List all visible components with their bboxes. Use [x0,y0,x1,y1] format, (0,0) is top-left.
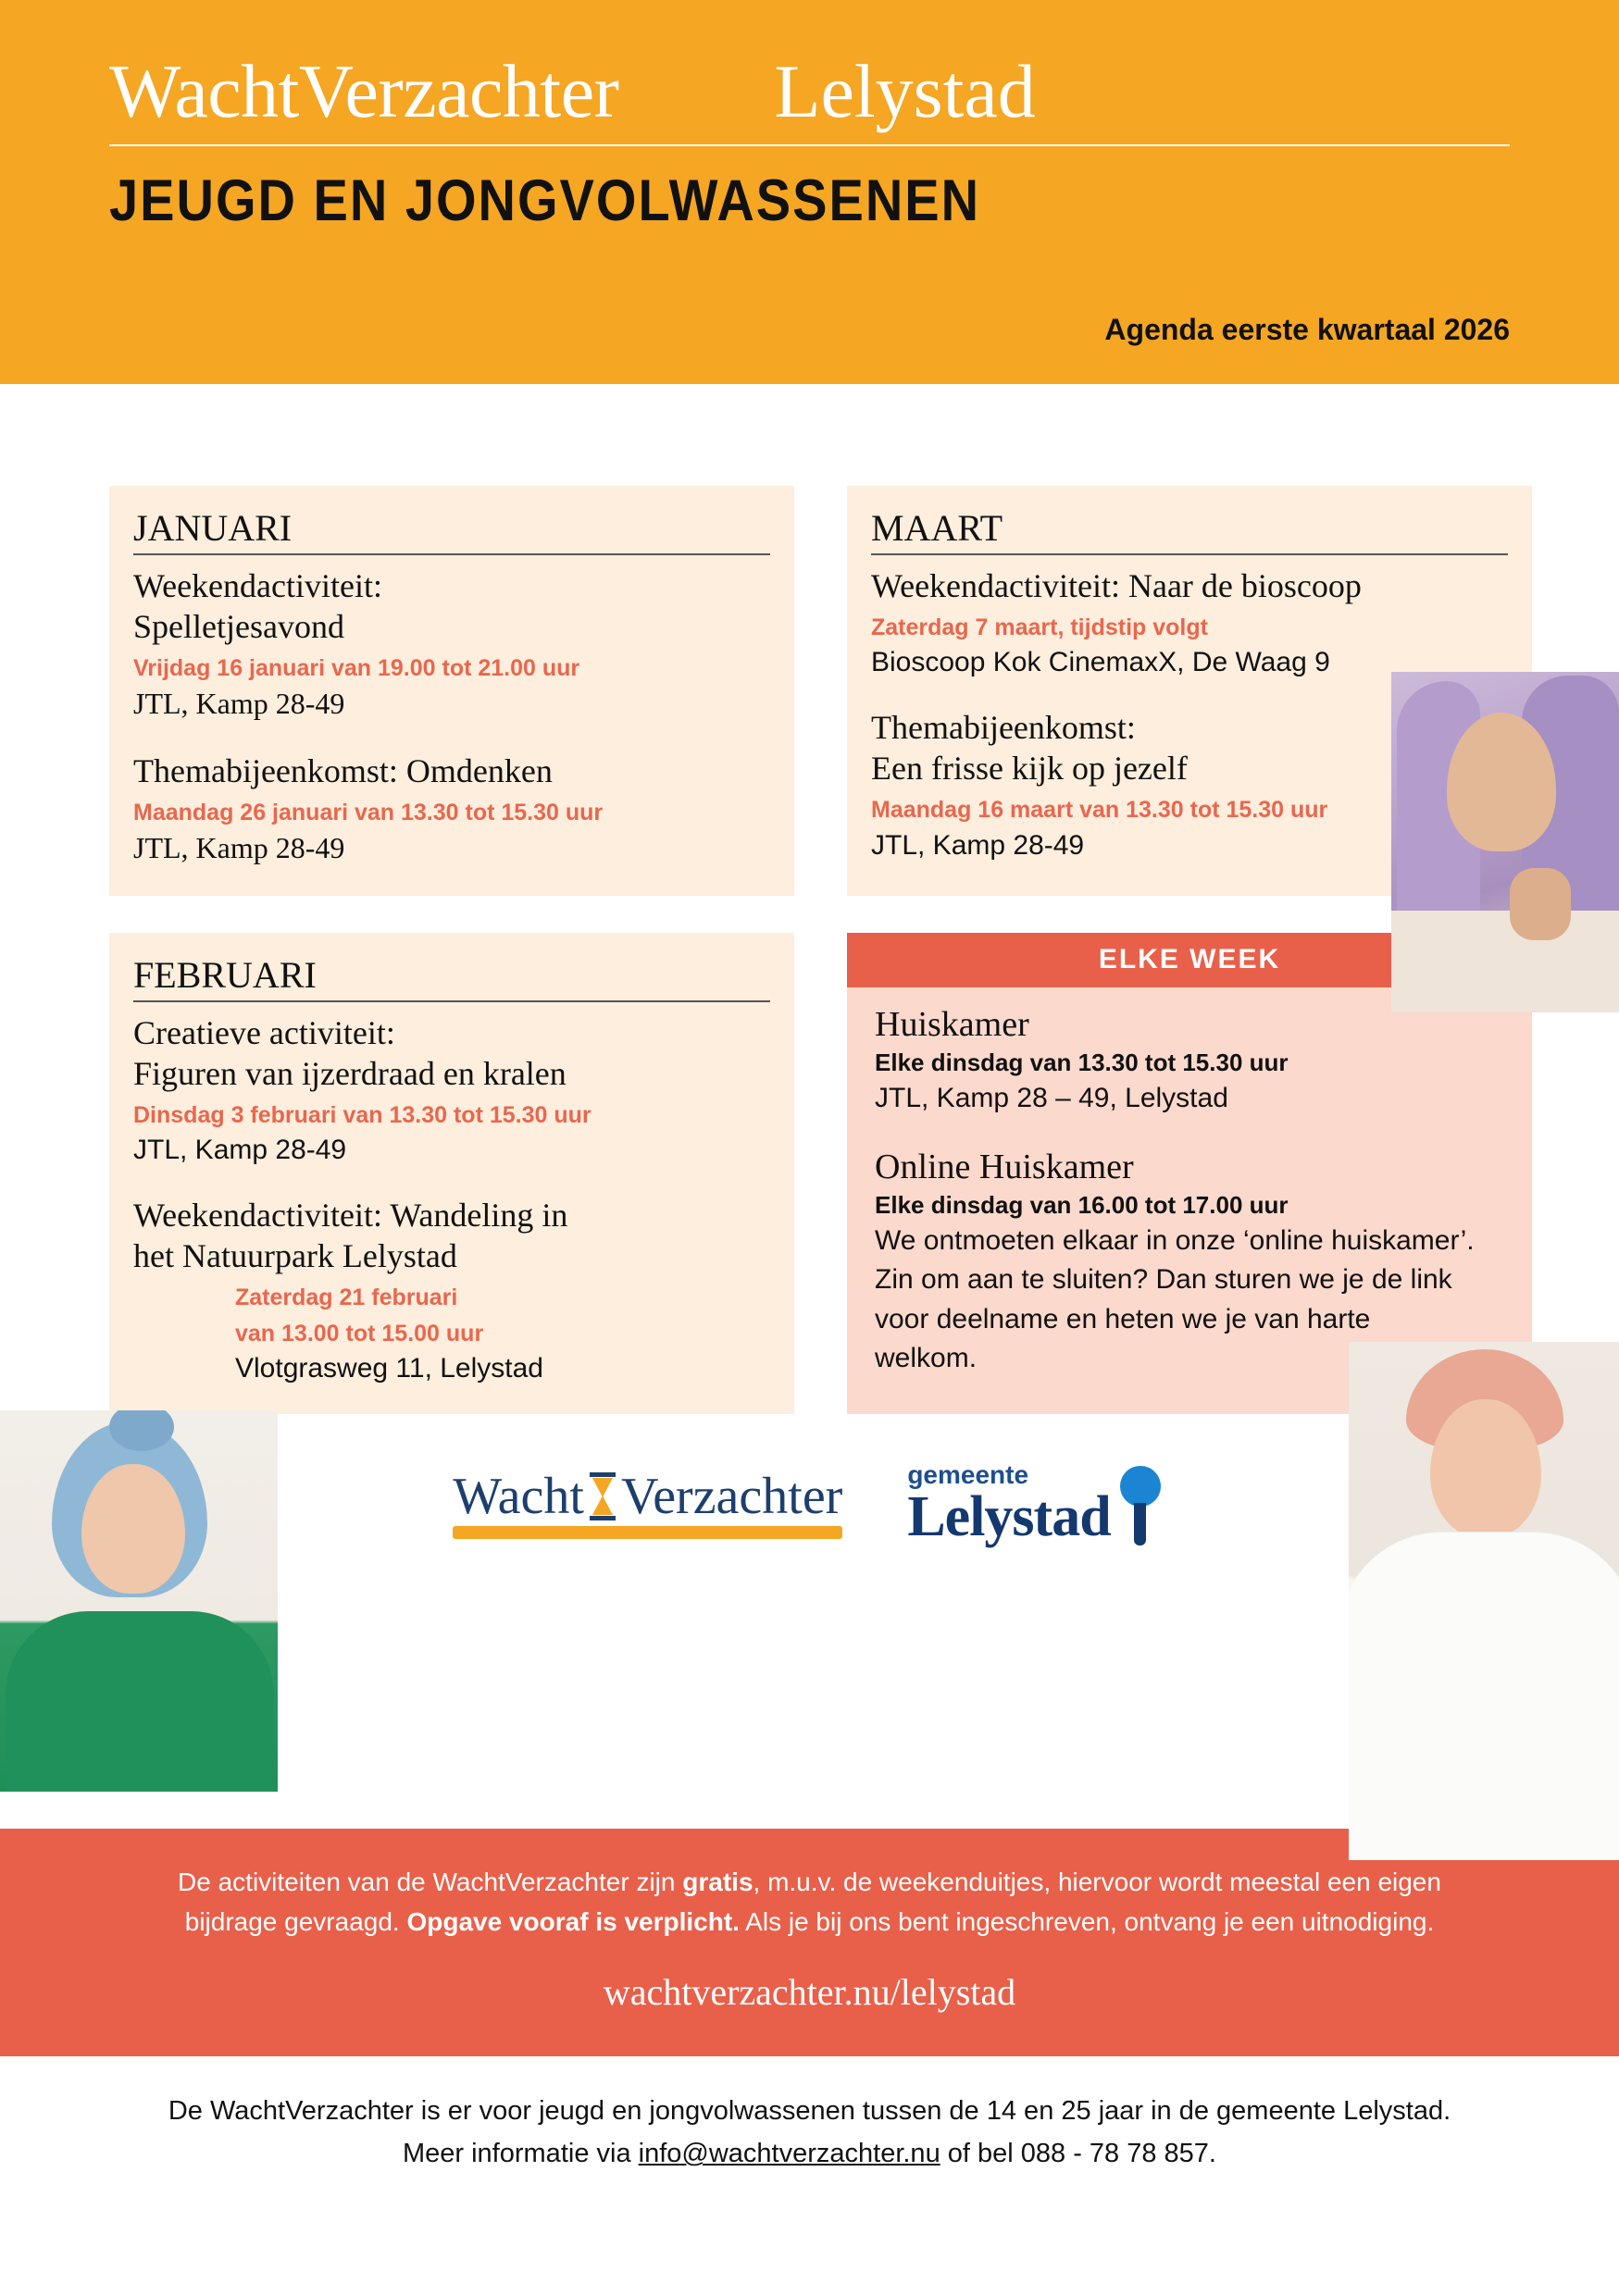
weekly-when: Elke dinsdag van 13.30 tot 15.30 uur [875,1048,1289,1076]
weekly-title: Huiskamer [875,1004,1029,1044]
weekly-header: ELKE WEEK [847,933,1532,987]
event-title-line2: Een frisse kijk op jezelf [871,750,1188,788]
event-location: JTL, Kamp 28-49 [871,829,1085,861]
header-subtitle: JEUGD EN JONGVOLWASSENEN [109,168,981,233]
agenda-grid [109,486,1510,1414]
gemeente-lelystad-logo [907,1460,1165,1549]
event-location: Bioscoop Kok CinemaxX, De Waag 9 [871,647,1330,678]
event-when: Zaterdag 7 maart, tijdstip volgt [871,614,1208,640]
event-title-line1: Themabijeenkomst: Omdenken [133,751,553,789]
month-card-januari [109,486,794,896]
event-location: JTL, Kamp 28-49 [133,1135,347,1166]
logo-verzachter-text: Verzachter [620,1468,843,1526]
page-header [0,0,1619,384]
banner-line-2 [111,1902,1508,1942]
weekly-title: Online Huiskamer [875,1147,1134,1186]
event-title-line2: Spelletjesavond [133,607,344,645]
event-item [871,566,1508,680]
banner-text-b1: bijdrage gevraagd. [184,1907,407,1937]
logo-row [109,1434,1510,1573]
photo-detail [1391,911,1619,1012]
banner-text-a1: De activiteiten van de WachtVerzachter zijn [178,1868,683,1896]
event-location: Vlotgrasweg 11, Lelystad [235,1353,543,1384]
footer-text-pre: Meer informatie via [402,2139,639,2169]
event-item [133,1196,770,1386]
banner-text-a-bold: gratis [682,1868,753,1896]
event-when: Vrijdag 16 januari van 19.00 tot 21.00 uur [133,654,580,681]
header-divider [109,144,1510,146]
info-banner [0,1829,1619,2056]
weekly-when: Elke dinsdag van 16.00 tot 17.00 uur [875,1190,1289,1219]
banner-text-a2: , m.u.v. de weekenduitjes, hiervoor wordt meestal een eigen [753,1868,1441,1896]
event-when-line2: van 13.00 tot 15.00 uur [235,1320,484,1347]
event-item [133,1013,770,1168]
banner-text-b2: Als je bij ons bent ingeschreven, ontvang je een uitnodiging. [739,1907,1435,1937]
photo-detail [1349,1532,1619,1860]
event-when-line1: Zaterdag 21 februari [235,1285,458,1311]
city-title: Lelystad [774,49,1036,133]
event-item [133,566,770,724]
month-heading-januari: JANUARI [133,506,770,555]
footer-line-2 [0,2132,1619,2175]
event-location: JTL, Kamp 28-49 [133,831,345,865]
month-card-februari [109,933,794,1414]
event-title-line1: Themabijeenkomst: [871,709,1136,747]
hourglass-icon [590,1472,616,1520]
gemeente-label: gemeente [907,1460,1029,1490]
header-titles [109,49,1510,133]
event-item [133,751,770,868]
wachtverzachter-logo [453,1467,842,1541]
event-when: Maandag 16 maart van 13.30 tot 15.30 uur [871,797,1328,824]
weekly-text: JTL, Kamp 28 – 49, Lelystad [875,1082,1228,1113]
logo-wacht-text: Wacht [453,1468,584,1526]
lelystad-label: Lelystad [907,1485,1111,1549]
event-location: JTL, Kamp 28-49 [133,687,345,721]
footer-text-post: of bel 088 - 78 78 857. [940,2139,1216,2169]
weekly-text: We ontmoeten elkaar in onze ‘online huiskamer’. Zin om aan te sluiten? Dan sturen we je de link voor deelname en heten we je van harte welkom. [875,1224,1475,1374]
photo-young-man-white-shirt [1349,1342,1619,1860]
photo-detail [6,1611,274,1792]
event-title-line1: Weekendactiviteit: [133,567,382,604]
logo-underline [453,1526,842,1539]
event-title-line1: Weekendactiviteit: Wandeling in [133,1197,568,1235]
banner-text-b-bold: Opgave vooraf is verplicht. [406,1907,740,1937]
map-pin-tail-icon [1134,1503,1146,1545]
photo-detail [1510,868,1571,940]
event-title-line2: Figuren van ijzerdraad en kralen [133,1054,567,1092]
page-footer [0,2090,1619,2176]
event-title-line2: het Natuurpark Lelystad [133,1237,457,1275]
month-heading-maart: MAART [871,506,1508,555]
agenda-label: Agenda eerste kwartaal 2026 [1104,313,1510,346]
event-when: Maandag 26 januari van 13.30 tot 15.30 uur [133,799,604,825]
map-pin-icon [1120,1466,1161,1507]
weekly-item [875,1004,1504,1119]
event-title-line1: Weekendactiviteit: Naar de bioscoop [871,567,1362,604]
event-title-line1: Creatieve activiteit: [133,1013,395,1051]
email-link[interactable]: info@wachtverzachter.nu [638,2139,940,2169]
month-heading-februari: FEBRUARI [133,953,770,1002]
event-when: Dinsdag 3 februari van 13.30 tot 15.30 uur [133,1101,592,1128]
photo-young-woman-hijab [1391,672,1619,1012]
banner-line-1 [111,1862,1508,1902]
brand-title: WachtVerzachter [109,49,619,133]
website-url[interactable]: wachtverzachter.nu/lelystad [603,1970,1016,2013]
footer-line-1: De WachtVerzachter is er voor jeugd en jongvolwassenen tussen de 14 en 25 jaar in de gemeente Lelystad. [168,2096,1451,2126]
